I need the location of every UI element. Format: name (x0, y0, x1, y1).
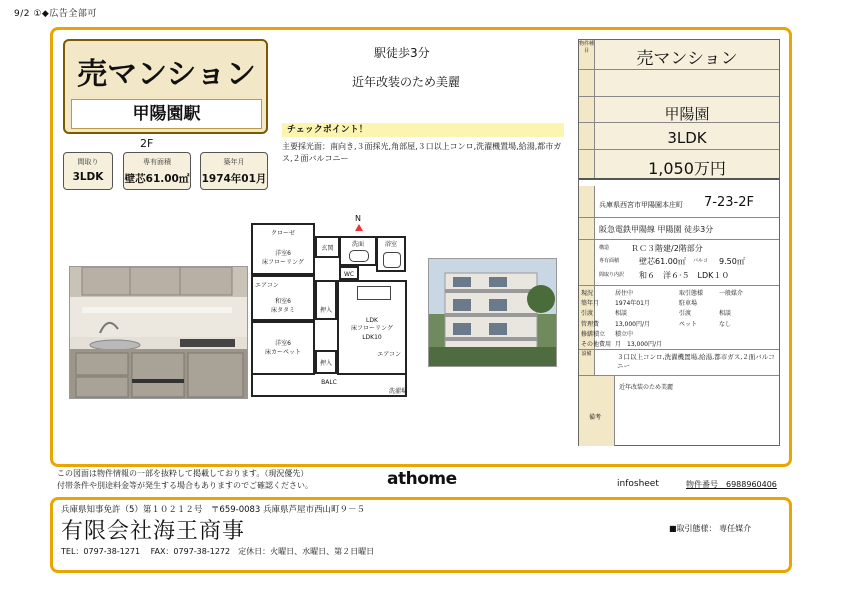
spec-layout (63, 152, 113, 190)
balcony-area (251, 375, 407, 397)
info-row-other (579, 350, 779, 376)
info-type: 売マンション (636, 49, 738, 69)
info-area-label: 専有面積 (599, 258, 620, 264)
renovation-note: 近年改装のため美麗 (352, 75, 461, 89)
laundry-label: 洗濯場 (389, 388, 408, 395)
info-other-label: 設備 (579, 350, 595, 375)
disclaimer-line-1: この図面は物件情報の一部を抜粋して掲載しております。（現況優先） (57, 469, 309, 478)
ldk-area (337, 280, 407, 375)
info-built-label: 築年月 (581, 300, 600, 307)
spec-built-label: 築年月 (223, 158, 245, 166)
info-pet: なし (719, 321, 732, 328)
contact-info: TEL：0797-38-1271 FAX：0797-38-1272 定休日：火曜日、水曜日、第２日曜日 (61, 547, 375, 556)
sink-icon (349, 250, 369, 262)
title-card (63, 39, 268, 134)
ldk-floor: 床フローリング (351, 325, 393, 332)
info-structure-label: 構造 (599, 245, 610, 251)
room2-label: 和室6 (275, 298, 291, 305)
floor-label: 2F (140, 137, 154, 150)
bathtub-icon (383, 252, 401, 268)
room-western-2 (251, 321, 315, 375)
info-rooms-label: 間取り内訳 (599, 272, 625, 278)
listing-title: 売マンション (77, 57, 256, 92)
info-name-label (579, 97, 595, 122)
aircon2-label: エアコン (377, 351, 401, 358)
spec-area (123, 152, 191, 190)
info-balcony: 9.50㎡ (719, 257, 745, 266)
info-address-big: 7-23-2F (704, 195, 754, 210)
info-row-type (579, 40, 779, 70)
info-hand2-label: 引渡 (679, 310, 692, 317)
info-row-price (579, 150, 779, 180)
info-row-transit (579, 218, 779, 240)
north-label: N (355, 214, 361, 223)
disclaimer (57, 468, 313, 492)
wash-area (339, 236, 377, 266)
balcony2-label: BALC (321, 379, 337, 386)
spec-built (200, 152, 268, 190)
info-repair-label: 修繕積立 (581, 331, 606, 338)
info-blank-label (579, 70, 595, 96)
info-building-label (579, 240, 595, 285)
info-row-layout (579, 123, 779, 150)
info-layout: 3LDK (667, 129, 707, 147)
info-mgmt: 13,000円/月 (615, 321, 651, 328)
kitchen-photo (69, 266, 248, 399)
oshiire-1 (315, 280, 337, 320)
spec-built-value: 1974年01月 (201, 173, 267, 185)
info-row-name (579, 97, 779, 123)
info-address-small: 兵庫県西宮市甲陽園本庄町 (599, 201, 683, 209)
info-parking-label: 駐車場 (679, 300, 698, 307)
info-row-address (579, 186, 779, 218)
info-status: 居住中 (615, 290, 634, 297)
company-name: 有限会社海王商事 (61, 519, 246, 544)
athome-logo: athome (387, 469, 457, 489)
room3-sub: 床カーペット (264, 349, 301, 356)
info-status-label: 現況 (581, 290, 594, 297)
oshiire-2 (315, 350, 337, 374)
ldk-label: LDK (366, 317, 378, 324)
info-remarks: 近年改装のため美麗 (619, 384, 674, 391)
info-remarks-label: 備考 (589, 414, 602, 421)
info-layout-label (579, 123, 595, 149)
oshiire2-label: 押入 (319, 360, 332, 367)
info-other: ３口以上コンロ,洗濯機置場,給湯,都市ガス,２面バルコニー (617, 353, 775, 370)
info-rooms: 和６ 洋６·５ LDK１０ (639, 271, 730, 280)
walk-time: 駅徒歩3分 (374, 46, 430, 60)
wc-area (339, 266, 359, 280)
spec-area-label: 専有面積 (143, 158, 171, 166)
room3-label: 洋室6 (275, 340, 291, 347)
info-remarks-label-cell (579, 376, 615, 446)
transaction-terms: ■取引態様： 専任媒介 (669, 524, 752, 533)
bath-area (376, 236, 406, 272)
info-transit-label (579, 218, 595, 239)
info-owner-label: 取引態様 (679, 290, 704, 297)
room-japanese (251, 275, 315, 321)
kitchen-counter-icon (357, 286, 391, 300)
license-info: 兵庫県知事免許（5）第１０２１２号 〒659-0083 兵庫県芦屋市西山町９－５ (61, 505, 366, 515)
info-row-details (579, 286, 779, 350)
info-transit: 阪急電鉄甲陽線 甲陽園 徒歩3分 (599, 225, 714, 234)
info-row-remarks (579, 376, 779, 446)
header-note: 9/2 ①◆広告全部可 (14, 9, 97, 19)
info-balcony-label: バルコ (693, 258, 709, 264)
bath-label: 浴室 (384, 241, 397, 248)
wash-label: 洗面 (351, 241, 364, 248)
info-row-building (579, 240, 779, 286)
info-repair: 積立中 (615, 331, 634, 338)
info-type-label: 物件種目 (579, 40, 595, 69)
info-hand: 相談 (615, 310, 628, 317)
floor-plan (249, 214, 435, 404)
info-fee-label: その他費用 (581, 341, 612, 348)
entry-label: 玄関 (321, 245, 334, 252)
wc-label: WC (343, 271, 355, 278)
station-name: 甲陽園駅 (71, 99, 262, 129)
spec-layout-value: 3LDK (72, 171, 104, 183)
infosheet-label: infosheet (617, 479, 659, 489)
info-fee: 月 13,000円/月 (615, 341, 663, 348)
info-structure: ＲＣ３階建/2階部分 (631, 244, 703, 253)
info-row-blank (579, 70, 779, 97)
building-photo (428, 258, 557, 367)
property-number: 物件番号 6988960406 (686, 480, 777, 489)
room2-sub: 床タタミ (270, 307, 295, 314)
spec-area-value: 壁芯61.00㎡ (124, 173, 190, 185)
info-owner: 一般媒介 (719, 290, 744, 297)
info-price-label (579, 150, 595, 178)
aircon1-label: エアコン (255, 282, 279, 289)
info-hand2: 相談 (719, 310, 732, 317)
feature-list: 主要採光面：南向き,３面採光,角部屋,３口以上コンロ,洗濯機置場,給湯,都市ガス,２面バルコニー (282, 142, 562, 163)
info-address-label (579, 186, 595, 217)
room-western-1 (251, 223, 315, 275)
oshiire1-label: 押入 (319, 307, 332, 314)
room1-label: 洋室6 (275, 250, 291, 257)
ldk-size: LDK10 (362, 334, 382, 341)
info-price: 1,050万円 (648, 159, 726, 178)
disclaimer-line-2: 付帯条件や別途料金等が発生する場合もありますのでご確認ください。 (57, 481, 313, 490)
info-built: 1974年01月 (615, 300, 650, 307)
spec-layout-label: 間取り (77, 158, 99, 166)
info-pet-label: ペット (679, 321, 698, 328)
info-table (578, 39, 780, 446)
north-arrow-icon (355, 224, 363, 231)
info-name: 甲陽園 (664, 105, 710, 123)
info-area: 壁芯61.00㎡ (639, 257, 686, 266)
info-hand-label: 引渡 (581, 310, 594, 317)
closet-label: クローゼ (271, 230, 295, 237)
checkpoint-title: チェックポイント！ (282, 123, 564, 137)
entry-area (315, 236, 340, 258)
info-mgmt-label: 管理費 (581, 321, 600, 328)
room1-sub: 床フローリング (262, 259, 304, 266)
